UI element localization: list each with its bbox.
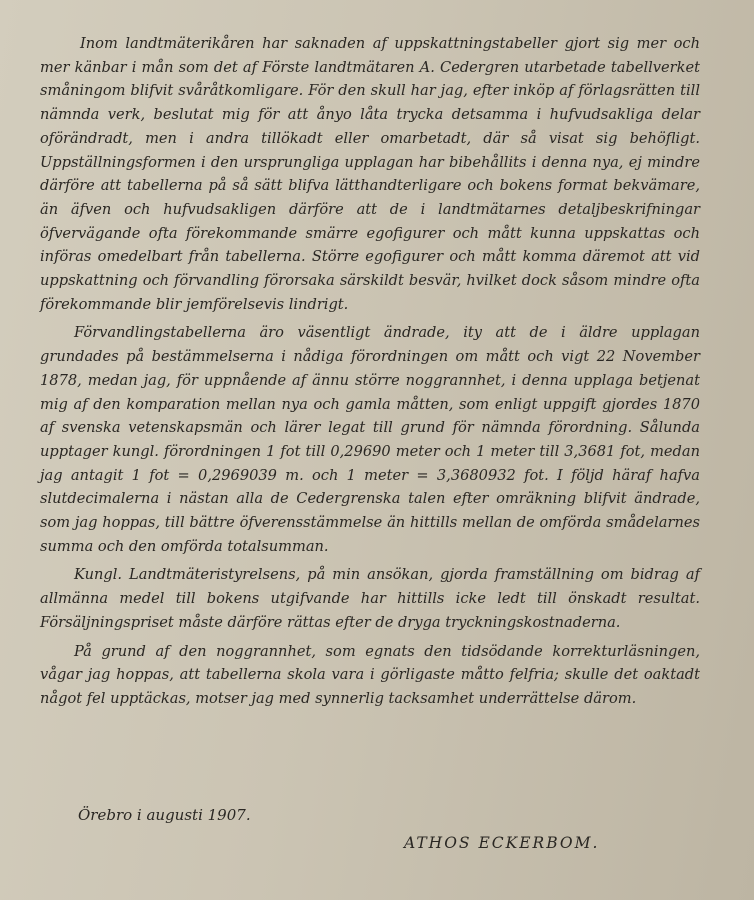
place-date: Örebro i augusti 1907. [78,806,251,824]
preface-text [40,32,700,716]
paragraph-1: Inom landtmäterikåren har saknaden af uppskattningstabeller gjort sig mer och mer känbar i mån som det af Förste landtmätaren A. Cedergren utarbetade tabellverket småningom blifvit svåråtkomligare. För den skull har jag, efter inköp af förlagsrätten till nämnda verk, beslutat mig för att ånyo låta trycka detsamma i hufvudsakliga delar oförändradt, men i andra tillökadt eller omarbetadt, där så visat sig behöfligt. Uppställningsformen i den ursprungliga upplagan har bibehållits i denna nya, ej mindre därföre att tabellerna på så sätt blifva lätthandterligare och bokens format bekvämare, än äfven och hufvudsakligen därföre att de i landtmätarnes detaljbeskrifningar öfvervägande ofta förekommande smärre egofigurer och mått kunna uppskattas och införas omedelbart från tabellerna. Större egofigurer och mått komma däremot att vid uppskattning och förvandling förorsaka särskildt besvär, hvilket dock såsom mindre ofta förekommande blir jemförelsevis lindrigt. [40,35,700,313]
author-signature: ATHOS ECKERBOM. [404,834,600,852]
paragraph-2: Förvandlingstabellerna äro väsentligt ändrade, ity att de i äldre upplagan grundades på bestämmelserna i nådiga förordningen om mått och vigt 22 November 1878, medan jag, för uppnående af ännu större noggrannhet, i denna upplaga betjenat mig af den komparation mellan nya och gamla måtten, som enligt uppgift gjordes 1870 af svenska vetenskapsmän och lärer legat till grund för nämnda förordning. Sålunda upptager kungl. förordningen 1 fot till 0,29690 meter och 1 meter till 3,3681 fot, medan jag antagit 1 fot = 0,2969039 m. och 1 meter = 3,3680932 fot. I följd häraf hafva slutdecimalerna i nästan alla de Cedergrenska talen efter omräkning blifvit ändrade, som jag hoppas, till bättre öfverensstämmelse än hittills mellan de omförda smådelarnes summa och den omförda totalsumman. [40,324,700,555]
paragraph-4: På grund af den noggrannhet, som egnats den tidsödande korrekturläsningen, vågar jag hoppas, att tabellerna skola vara i görligaste måtto felfria; skulle det oaktadt något fel upptäckas, motser jag med synnerlig tacksamhet underrättelse därom. [40,642,700,707]
paragraph-3: Kungl. Landtmäteristyrelsens, på min ansökan, gjorda framställning om bidrag af allmänna medel till bokens utgifvande har hittills icke ledt till önskadt resultat. Försäljningspriset måste därföre rättas efter de dryga tryckningskostnaderna. [40,566,700,631]
